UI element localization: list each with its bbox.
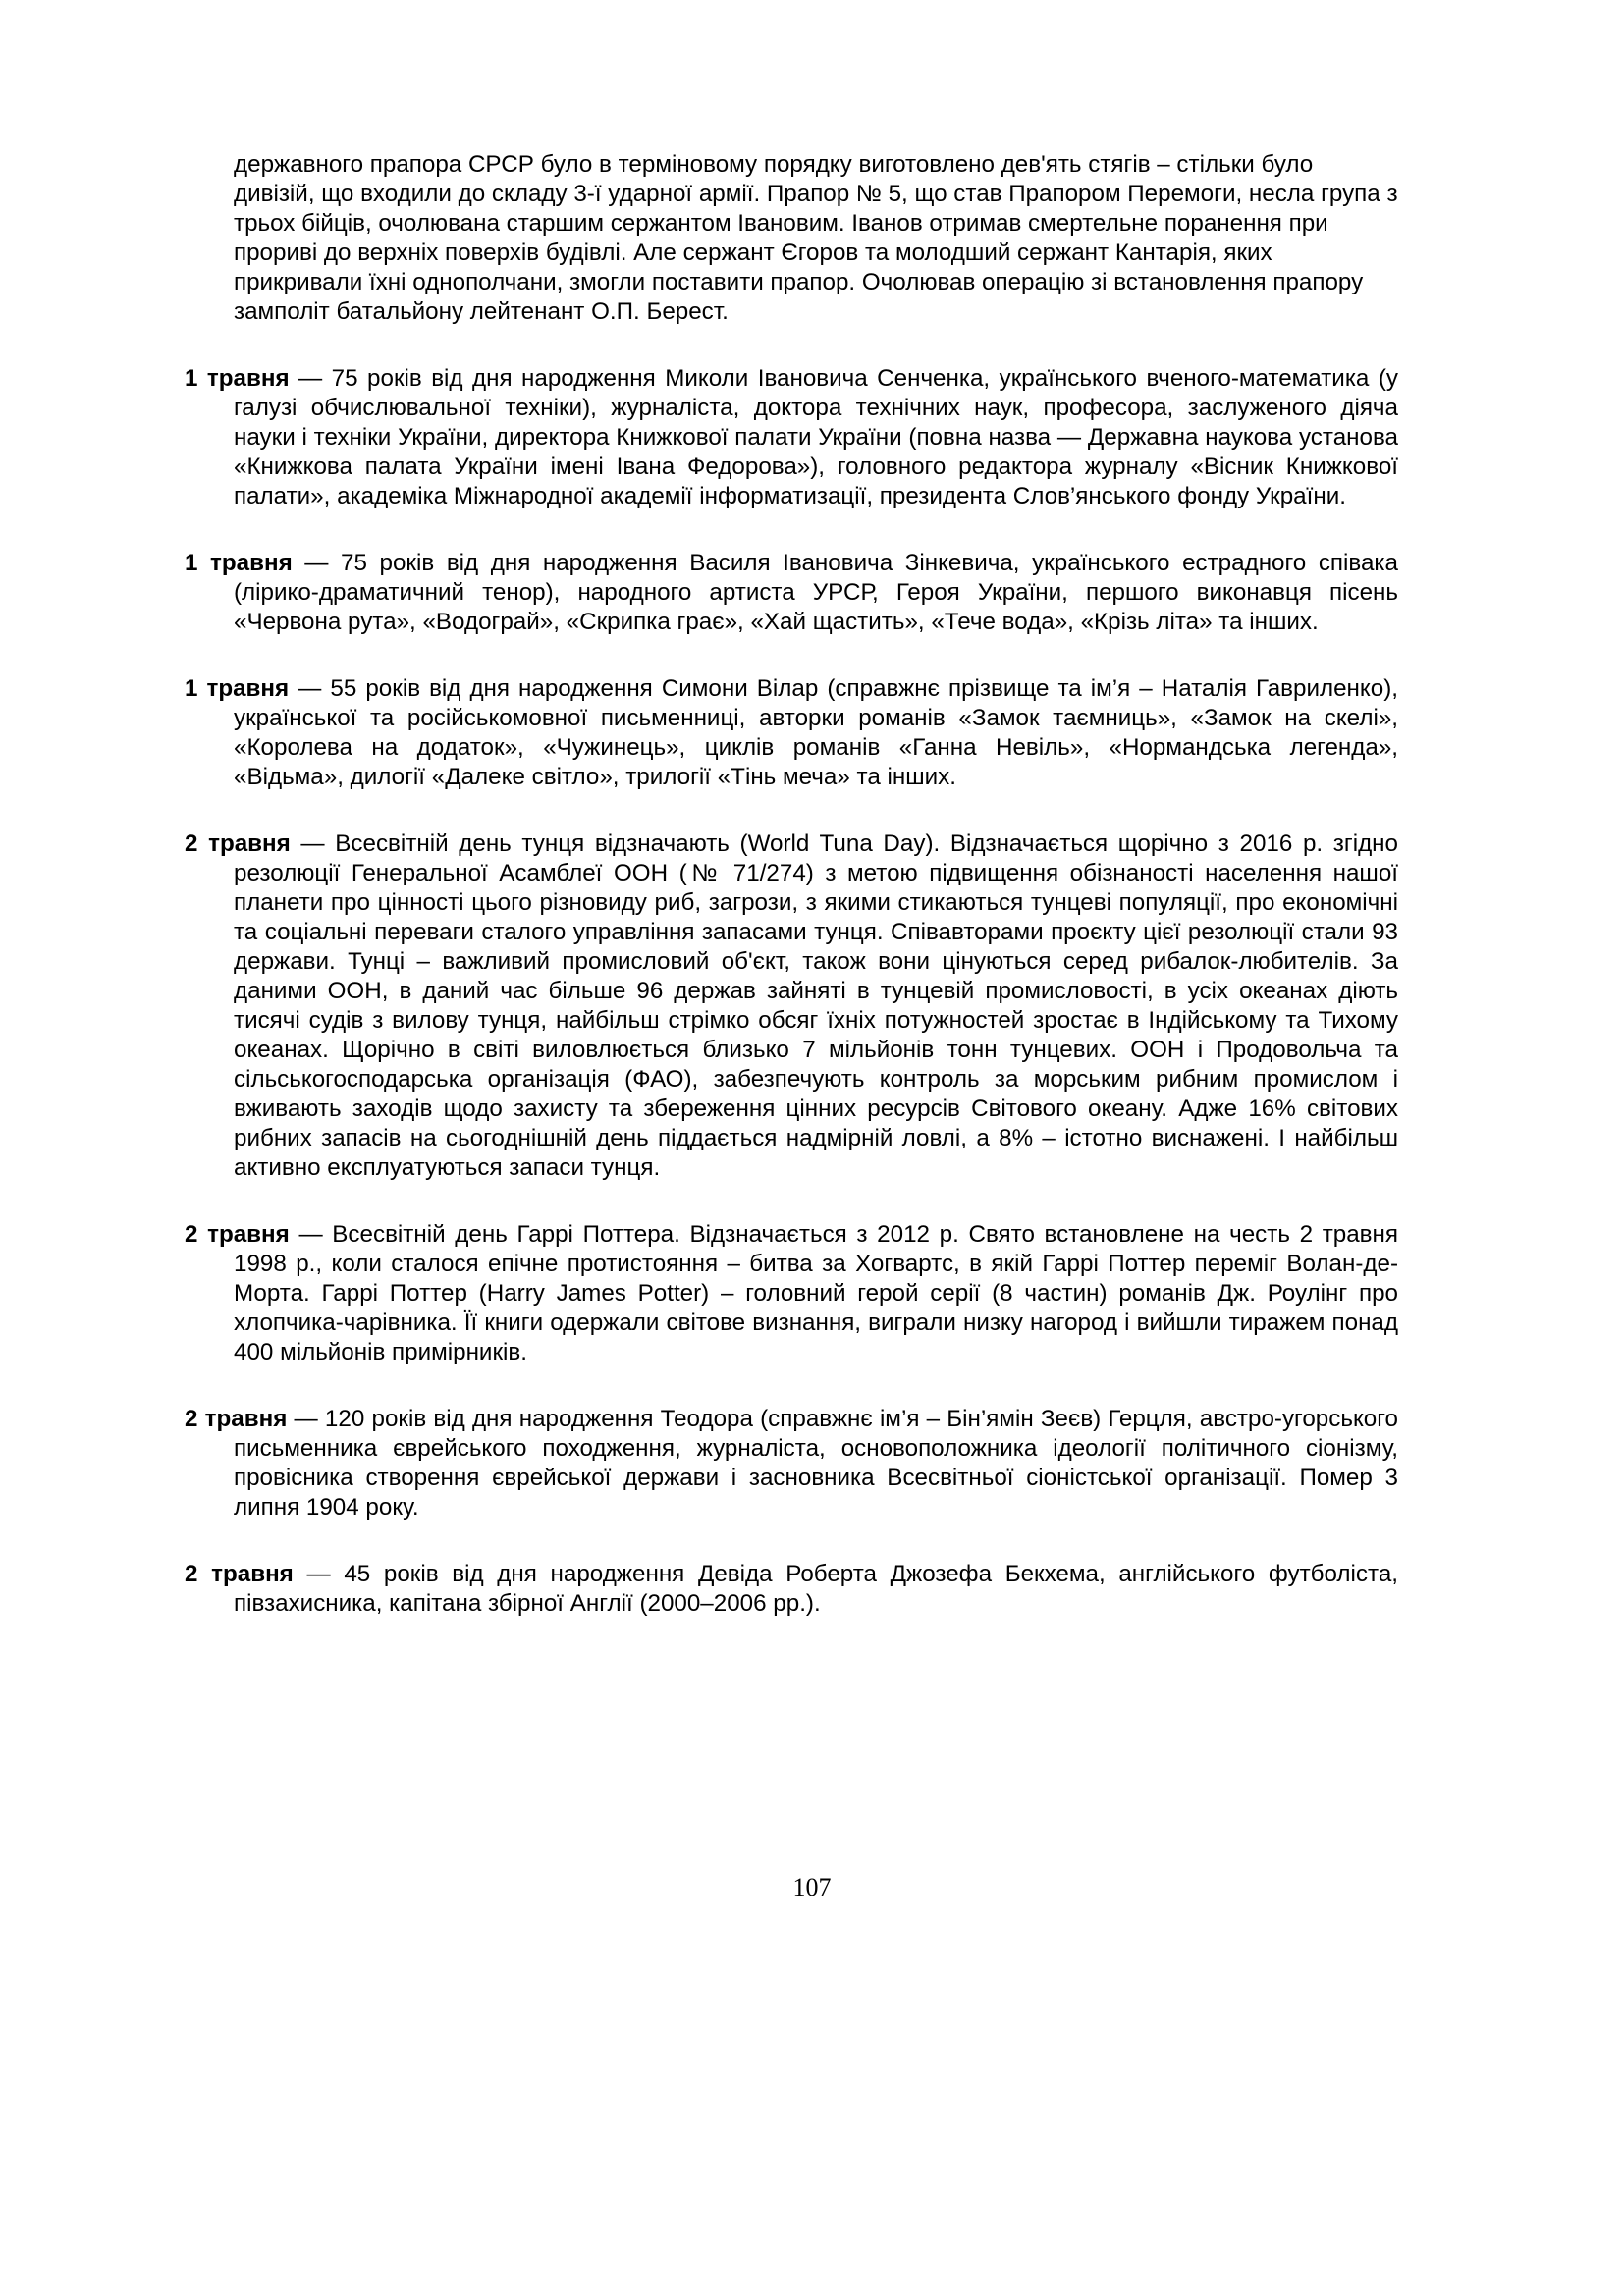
calendar-entry <box>185 1560 1398 1619</box>
entry-date: 2 травня <box>185 1221 290 1248</box>
calendar-entry <box>185 1220 1398 1367</box>
page-body <box>185 150 1398 1656</box>
calendar-entry <box>185 549 1398 637</box>
entry-text: — 45 років від дня народження Девіда Роберта Джозефа Бекхема, англійського футболіста, півзахисника, капітана збірної Англії (2000–2006 рр.). <box>234 1561 1398 1617</box>
calendar-entry <box>185 829 1398 1183</box>
entry-date: 1 травня <box>185 550 293 576</box>
calendar-entry <box>185 674 1398 792</box>
entry-date: 2 травня <box>185 1406 288 1432</box>
page-number: 107 <box>792 1873 832 1901</box>
entry-text: — 75 років від дня народження Миколи Івановича Сенченка, українського вченого-математика (у галузі обчислювальної техніки), журналіста, доктора технічних наук, професора, заслуженого діяча науки і техніки України, директора Книжкової палати України (повна назва — Державна наукова установа «Книжкова палата України імені Івана Федорова»), головного редактора журналу «Вісник Книжкової палати», академіка Міжнародної академії інформатизації, президента Слов’янського фонду України. <box>234 365 1398 509</box>
continuation-paragraph: державного прапора СРСР було в терміновому порядку виготовлено дев'ять стягів – стільки було дивізій, що входили до складу 3-ї ударної армії. Прапор № 5, що став Прапором Перемоги, несла група з трьох бійців, очолювана старшим сержантом Івановим. Іванов отримав смертельне поранення при прориві до верхніх поверхів будівлі. Але сержант Єгоров та молодший сержант Кантарія, яких прикривали їхні однополчани, змогли поставити прапор. Очолював операцію зі встановлення прапору замполіт батальйону лейтенант О.П. Берест. <box>234 151 1398 325</box>
entry-date: 2 травня <box>185 830 291 857</box>
calendar-entry <box>185 364 1398 511</box>
calendar-entry <box>185 1405 1398 1522</box>
entry-date: 1 травня <box>185 365 290 392</box>
entry-date: 2 травня <box>185 1561 294 1587</box>
entry-text: — Всесвітній день Гаррі Поттера. Відзначається з 2012 р. Свято встановлене на честь 2 травня 1998 р., коли сталося епічне протистояння – битва за Хогвартс, в якій Гаррі Поттер переміг Волан-де-Морта. Гаррі Поттер (Harry James Potter) – головний герой серії (8 частин) романів Дж. Роулінг про хлопчика-чарівника. Її книги одержали світове визнання, виграли низку нагород і вийшли тиражем понад 400 мільйонів примірників. <box>234 1221 1398 1365</box>
entry-text: — 75 років від дня народження Василя Івановича Зінкевича, українського естрадного співака (лірико-драматичний тенор), народного артиста УРСР, Героя України, першого виконавця пісень «Червона рута», «Водограй», «Скрипка грає», «Хай щастить», «Тече вода», «Крізь літа» та інших. <box>234 550 1398 635</box>
entry-date: 1 травня <box>185 675 290 702</box>
entry-text: — 55 років від дня народження Симони Вілар (справжнє прізвище та ім’я – Наталія Гавриленко), української та російськомовної письменниці, авторки романів «Замок таємниць», «Замок на скелі», «Королева на додаток», «Чужинець», циклів романів «Ганна Невіль», «Нормандська легенда», «Відьма», дилогії «Далеке світло», трилогії «Тінь меча» та інших. <box>234 675 1398 790</box>
entry-text: — 120 років від дня народження Теодора (справжнє ім’я – Бін’ямін Зеєв) Герцля, австро-угорського письменника єврейського походження, журналіста, основоположника ідеології політичного сіонізму, провісника створення єврейської держави і засновника Всесвітньої сіоністської організації. Помер 3 липня 1904 року. <box>234 1406 1398 1521</box>
entry-text: — Всесвітній день тунця відзначають (World Tuna Day). Відзначається щорічно з 2016 р. згідно резолюції Генеральної Асамблеї ООН (№ 71/274) з метою підвищення обізнаності населення нашої планети про цінності цього різновиду риб, загрози, з якими стикаються тунцеві популяції, про економічні та соціальні переваги сталого управління запасами тунця. Співавторами проєкту цієї резолюції стали 93 держави. Тунці – важливий промисловий об'єкт, також вони цінуються серед рибалок-любителів. За даними ООН, в даний час більше 96 держав зайняті в тунцевій промисловості, в усіх океанах діють тисячі судів з вилову тунця, найбільш стрімко обсяг їхніх потужностей зростає в Індійському та Тихому океанах. Щорічно в світі виловлюється близько 7 мільйонів тонн тунцевих. ООН і Продовольча та сільськогосподарська організація (ФАО), забезпечують контроль за морським рибним промислом і вживають заходів щодо захисту та збереження цінних ресурсів Світового океану. Адже 16% світових рибних запасів на сьогоднішній день піддається надмірній ловлі, а 8% – істотно виснажені. І найбільш активно експлуатуються запаси тунця. <box>234 830 1398 1181</box>
